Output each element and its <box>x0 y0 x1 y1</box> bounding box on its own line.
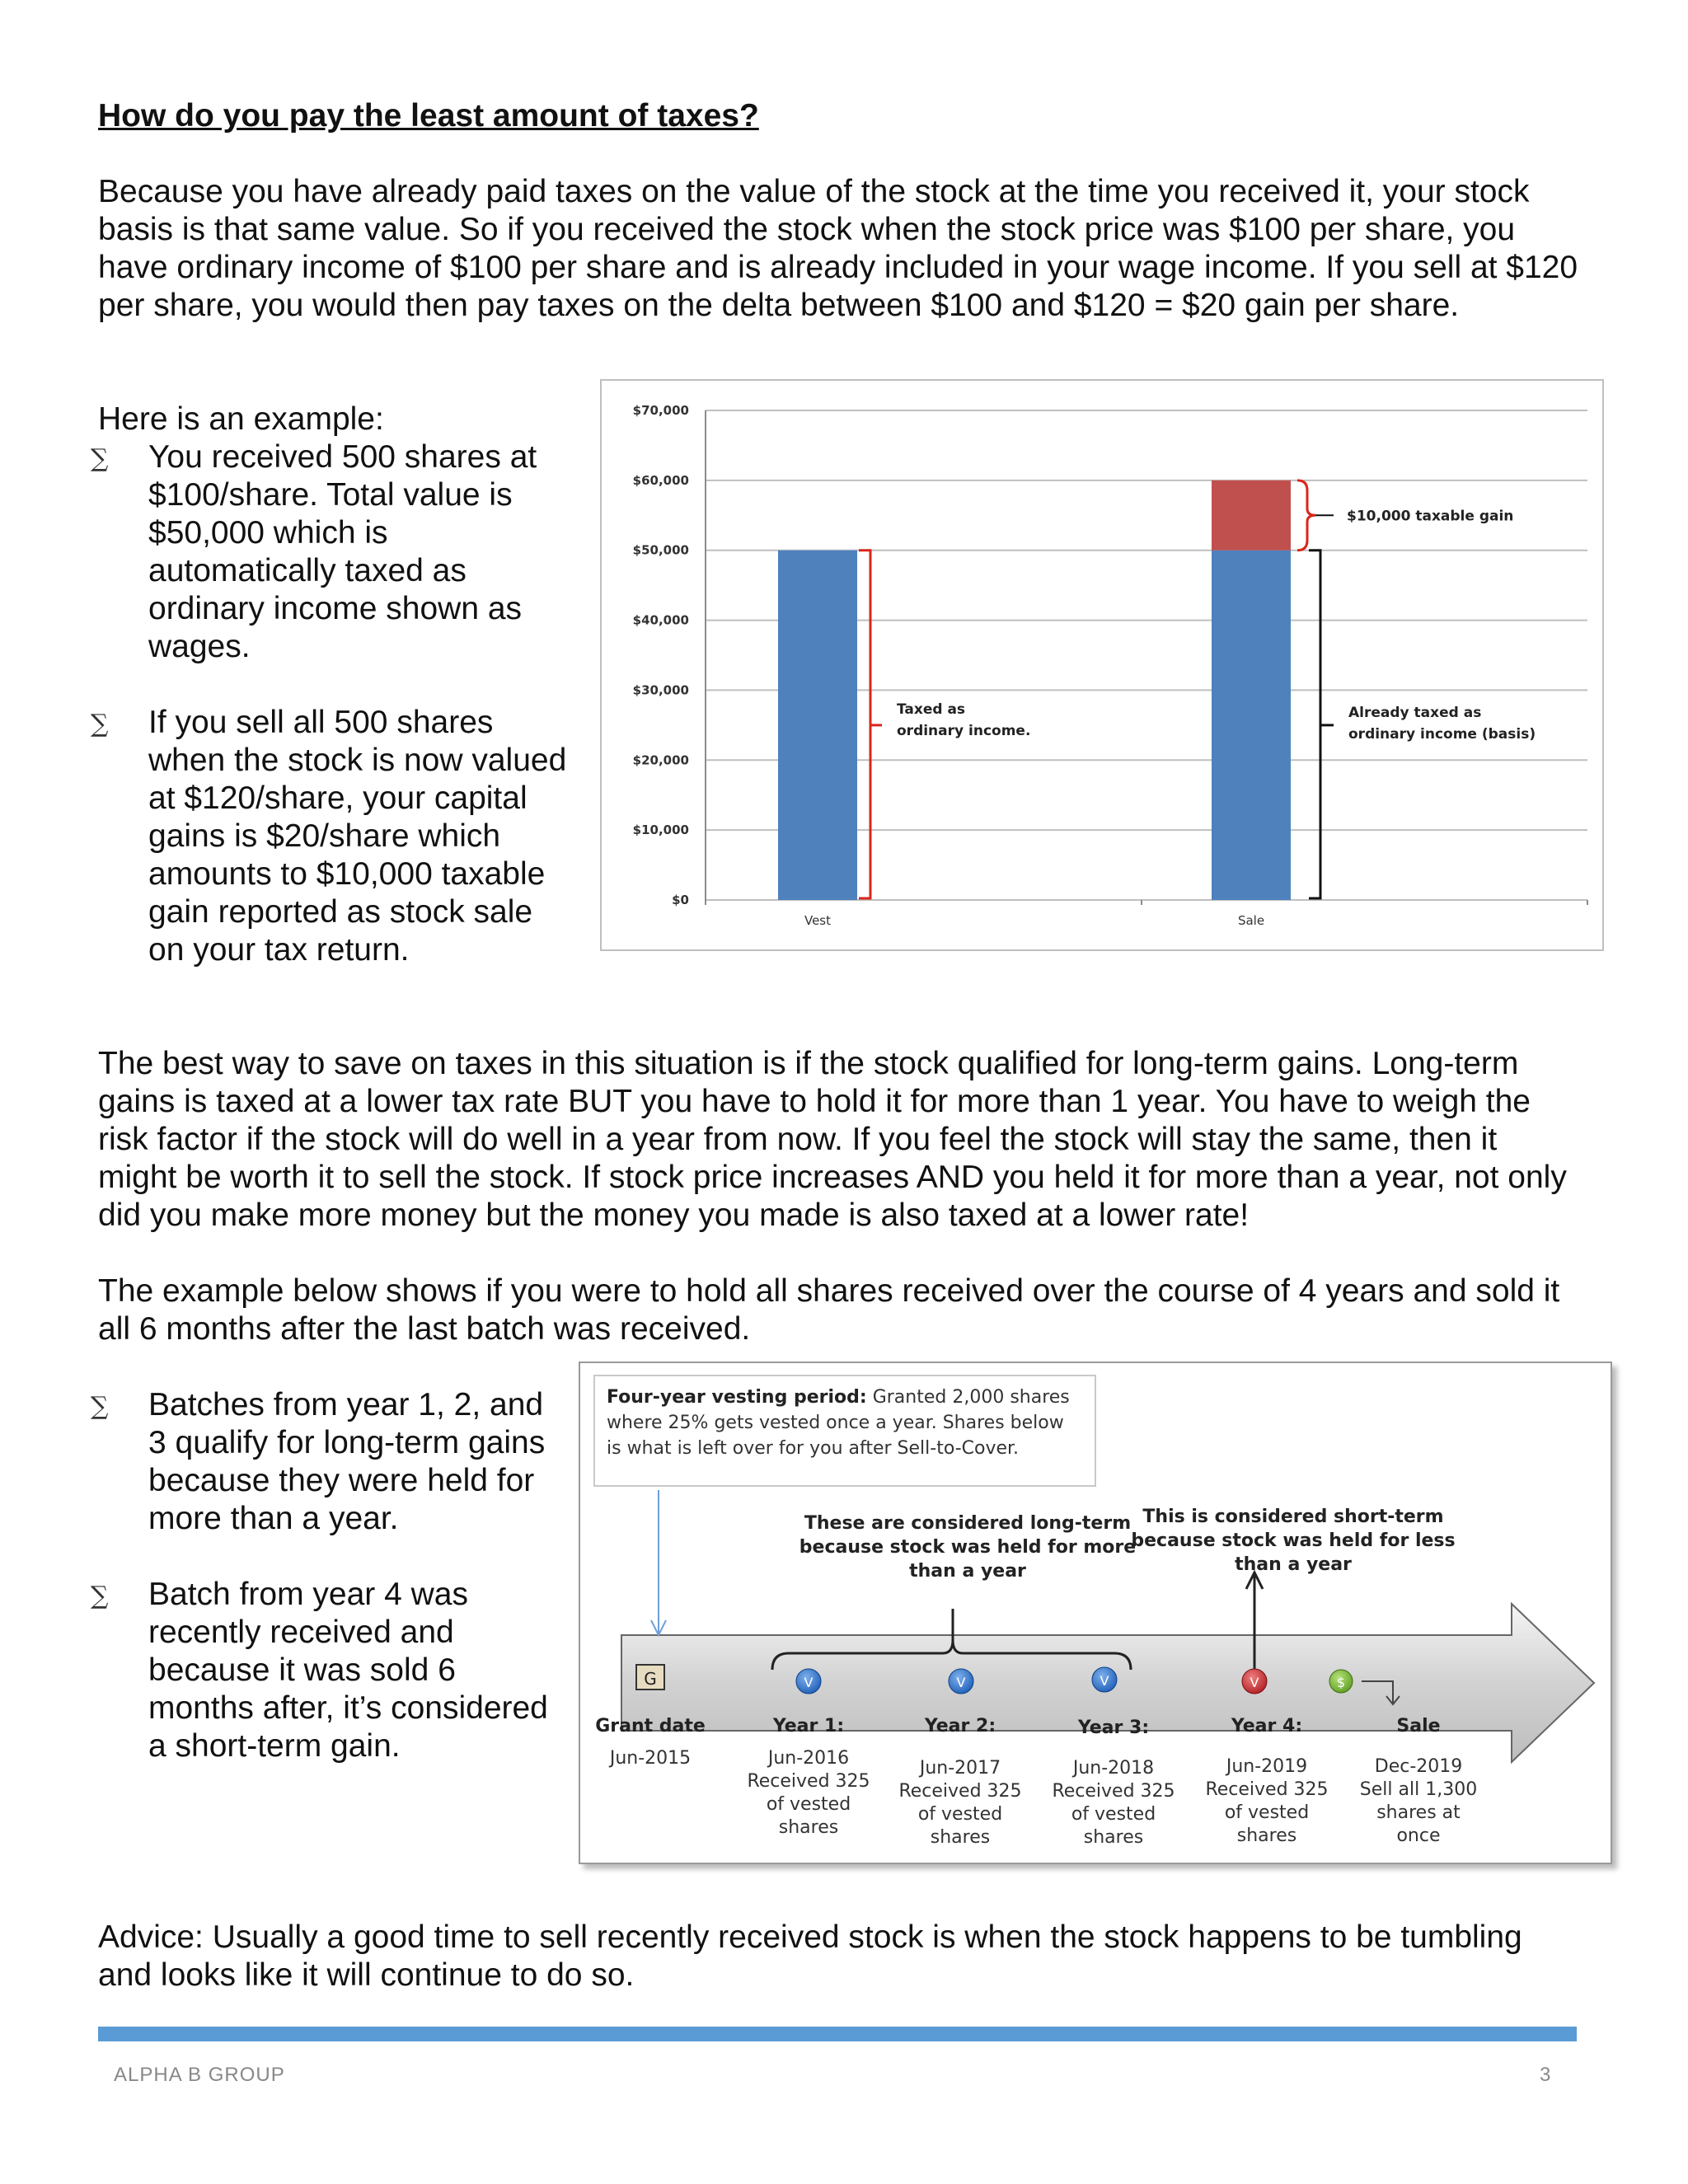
marker-detail: of vested <box>1071 1804 1156 1825</box>
y-tick-label: $60,000 <box>632 472 689 488</box>
marker-detail: Received 325 <box>898 1781 1022 1802</box>
footer-company: ALPHA B GROUP <box>114 2064 285 2086</box>
svg-text:V: V <box>1250 1675 1259 1690</box>
svg-text:$: $ <box>1336 1675 1346 1690</box>
sale-icon <box>1329 1670 1353 1693</box>
basis-annotation-line: Already taxed as <box>1348 704 1482 721</box>
bullet-text: You received 500 shares at $100/share. Total value is $50,000 which is automatically taxed as ordinary income shown as wages. <box>148 439 537 664</box>
y-tick-label: $10,000 <box>632 823 689 838</box>
svg-text:V: V <box>1100 1673 1109 1689</box>
note-line: because stock was held for less <box>1131 1530 1456 1551</box>
vest-sale-bar-chart <box>600 379 1604 951</box>
year3-details <box>1043 1757 1184 1849</box>
marker-date: Jun-2016 <box>767 1748 850 1769</box>
example-below-paragraph: The example below shows if you were to hold all shares received over the course of 4 years and sold it all 6 months after the last batch was received. <box>98 1273 1560 1347</box>
intro-paragraph: Because you have already paid taxes on the value of the stock at the time you received it, your stock basis is that same value. So if you received the stock when the stock price was $100 per share, you have ordinary income of $100 per share and is already included in your wage income. If you sell at $120 per share, you would then pay taxes on the delta between $100 and $120 = $20 gain per share. <box>98 174 1578 323</box>
marker-detail: Received 325 <box>747 1771 870 1792</box>
marker-detail: shares at <box>1376 1802 1461 1823</box>
vesting-box-heading: Four-year vesting period: <box>607 1387 867 1408</box>
vesting-box-text: Granted 2,000 shares where 25% gets vested once a year. Shares below is what is left over for you after Sell-to-Cover. <box>607 1387 1070 1459</box>
vest-year4-icon <box>1242 1669 1267 1694</box>
note-line: This is considered short-term <box>1142 1507 1444 1527</box>
bullet-text: Batches from year 1, 2, and 3 qualify for long-term gains because they were held for more than a year. <box>148 1387 546 1536</box>
page-number: 3 <box>1540 2064 1551 2086</box>
sale-details <box>1348 1755 1489 1848</box>
advice-paragraph: Advice: Usually a good time to sell recently received stock is when the stock happens to be tumbling and looks like it will continue to do so. <box>98 1919 1522 1993</box>
year4-label: Year 4: <box>1231 1716 1303 1736</box>
year2-label: Year 2: <box>924 1716 996 1736</box>
marker-date: Jun-2019 <box>1226 1756 1308 1777</box>
note-line: than a year <box>1235 1554 1352 1575</box>
grant-date-label: Grant date <box>595 1716 706 1736</box>
grant-date-value <box>580 1747 720 1770</box>
year2-details <box>890 1757 1030 1849</box>
bullet-text: Batch from year 4 was recently received and because it was sold 6 months after, it’s considered a short-term gain. <box>148 1577 548 1764</box>
page-title: How do you pay the least amount of taxes? <box>98 98 759 134</box>
marker-detail: of vested <box>917 1804 1003 1825</box>
marker-date: Jun-2017 <box>919 1758 1001 1779</box>
svg-text:G: G <box>644 1669 657 1689</box>
vest-year3-icon <box>1092 1667 1117 1692</box>
marker-date: Dec-2019 <box>1374 1756 1463 1777</box>
vest-bracket <box>859 551 882 898</box>
year1-label: Year 1: <box>772 1716 845 1736</box>
year3-label: Year 3: <box>1077 1718 1150 1738</box>
vest-annotation-line: ordinary income. <box>897 722 1031 739</box>
bar-segment <box>1212 551 1291 900</box>
marker-detail: of vested <box>1224 1802 1310 1823</box>
note-line: because stock was held for more <box>799 1537 1137 1558</box>
y-tick-label: $20,000 <box>632 752 689 768</box>
sale-label: Sale <box>1396 1716 1441 1736</box>
bullet-text: If you sell all 500 shares when the stock is now valued at $120/share, your capital gains is $20/share which amounts to $10,000 taxable gain reported as stock sale on your tax return. <box>148 705 567 968</box>
svg-text:V: V <box>956 1675 966 1690</box>
marker-detail: once <box>1396 1825 1441 1846</box>
x-category-label: Vest <box>804 913 832 928</box>
year4-details <box>1197 1755 1337 1848</box>
marker-detail: shares <box>1236 1825 1297 1846</box>
summation-bullet-icon: ∑ <box>91 1582 109 1610</box>
y-tick-label: $50,000 <box>632 542 689 558</box>
bar-segment <box>1212 480 1291 551</box>
vest-year2-icon <box>949 1669 973 1694</box>
y-tick-label: $0 <box>672 893 689 907</box>
marker-detail: Sell all 1,300 <box>1359 1779 1478 1800</box>
note-line: than a year <box>909 1561 1026 1582</box>
vest-year1-icon <box>796 1669 821 1694</box>
marker-detail: shares <box>778 1817 839 1838</box>
grant-icon <box>636 1665 664 1690</box>
footer-divider <box>98 2027 1577 2041</box>
example-bullet-list <box>91 438 577 1007</box>
y-tick-label: $30,000 <box>632 682 689 698</box>
y-tick-label: $40,000 <box>632 612 689 628</box>
marker-detail: Received 325 <box>1052 1781 1175 1802</box>
gain-brace <box>1297 480 1315 551</box>
x-category-label: Sale <box>1237 913 1265 928</box>
summation-bullet-icon: ∑ <box>91 710 109 738</box>
svg-text:V: V <box>804 1675 814 1690</box>
marker-detail: Received 325 <box>1205 1779 1329 1800</box>
long-term-paragraph: The best way to save on taxes in this situation is if the stock qualified for long-term gains. Long-term gains is taxed at a lower tax rate BUT you have to hold it for more than 1 year. You have to weigh the risk factor if the stock will do well in a year from now. If you feel the stock will stay the same, then it might be worth it to sell the stock. If stock price increases AND you held it for more than a year, not only did you make more money but the money you made is also taxed at a lower rate! <box>98 1046 1567 1233</box>
note-line: These are considered long-term <box>804 1513 1132 1534</box>
list-item <box>91 1576 560 1765</box>
timeline-bullet-list <box>91 1386 560 1803</box>
marker-detail: of vested <box>766 1794 851 1815</box>
summation-bullet-icon: ∑ <box>91 444 109 473</box>
marker-date: Jun-2015 <box>609 1748 692 1769</box>
marker-detail: shares <box>1083 1827 1144 1848</box>
year1-details <box>738 1747 879 1840</box>
basis-bracket <box>1309 551 1334 898</box>
marker-date: Jun-2018 <box>1072 1758 1155 1779</box>
y-tick-label: $70,000 <box>632 403 689 418</box>
vest-annotation-line: Taxed as <box>897 701 966 718</box>
summation-bullet-icon: ∑ <box>91 1392 109 1421</box>
gain-annotation: $10,000 taxable gain <box>1347 508 1514 525</box>
vesting-timeline-figure <box>579 1361 1612 1864</box>
marker-detail: shares <box>930 1827 991 1848</box>
example-heading: Here is an example: <box>98 401 384 437</box>
basis-annotation-line: ordinary income (basis) <box>1348 725 1536 743</box>
chart-canvas <box>602 381 1602 949</box>
bar-segment <box>778 551 857 900</box>
list-item <box>91 1386 560 1538</box>
list-item <box>91 704 577 969</box>
list-item <box>91 438 577 666</box>
